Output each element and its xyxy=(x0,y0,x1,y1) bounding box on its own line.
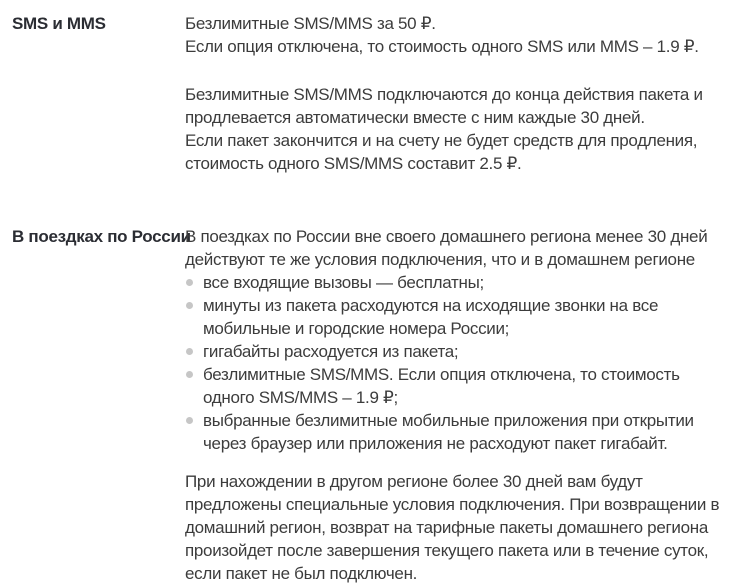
text-line: В поездках по России вне своего домашнего региона менее 30 дней действуют те же условия подключения, что и в домашнем регионе xyxy=(185,227,708,269)
text-line: Безлимитные SMS/MMS подключаются до конца действия пакета и продлевается автоматически вместе с ним каждые 30 дней. xyxy=(185,85,703,127)
list-item xyxy=(185,340,733,363)
list-item-text: выбранные безлимитные мобильные приложения при открытии через браузер или приложения не расходуют пакет гигабайт. xyxy=(203,411,694,453)
list-item xyxy=(185,294,733,340)
section-content-travel xyxy=(185,225,733,585)
text-line: Безлимитные SMS/MMS за 50 ₽. xyxy=(185,14,436,33)
section-sms-mms xyxy=(12,12,733,175)
travel-conditions-list xyxy=(185,271,733,455)
section-heading-travel: В поездках по России xyxy=(12,227,191,246)
list-item xyxy=(185,409,733,455)
paragraph-sms-renewal xyxy=(185,83,733,175)
text-line: Если опция отключена, то стоимость одного SMS или MMS – 1.9 ₽. xyxy=(185,37,699,56)
section-travel-russia xyxy=(12,225,733,585)
list-item-text: минуты из пакета расходуются на исходящие звонки на все мобильные и городские номера России; xyxy=(203,296,659,338)
paragraph-travel-intro xyxy=(185,225,733,271)
section-heading-sms-mms: SMS и MMS xyxy=(12,14,106,33)
list-item-text: безлимитные SMS/MMS. Если опция отключена, то стоимость одного SMS/MMS – 1.9 ₽; xyxy=(203,365,680,407)
list-item xyxy=(185,271,733,294)
section-content-sms-mms xyxy=(185,12,733,175)
bullet-dot-icon xyxy=(186,302,193,309)
paragraph-travel-closing xyxy=(185,470,733,585)
paragraph-sms-price xyxy=(185,12,733,58)
list-item-text: все входящие вызовы — бесплатны; xyxy=(203,273,484,292)
text-line: Если пакет закончится и на счету не будет средств для продления, стоимость одного SMS/MMS составит 2.5 ₽. xyxy=(185,131,698,173)
bullet-dot-icon xyxy=(186,348,193,355)
list-item xyxy=(185,363,733,409)
bullet-dot-icon xyxy=(186,371,193,378)
text-line: При нахождении в другом регионе более 30 дней вам будут предложены специальные условия подключения. При возвращении в домашний регион, возврат на тарифные пакеты домашнего региона произойдет после завершения текущего пакета или в течение суток, если пакет не был подключен. xyxy=(185,472,720,583)
bullet-dot-icon xyxy=(186,417,193,424)
list-item-text: гигабайты расходуется из пакета; xyxy=(203,342,459,361)
bullet-dot-icon xyxy=(186,279,193,286)
